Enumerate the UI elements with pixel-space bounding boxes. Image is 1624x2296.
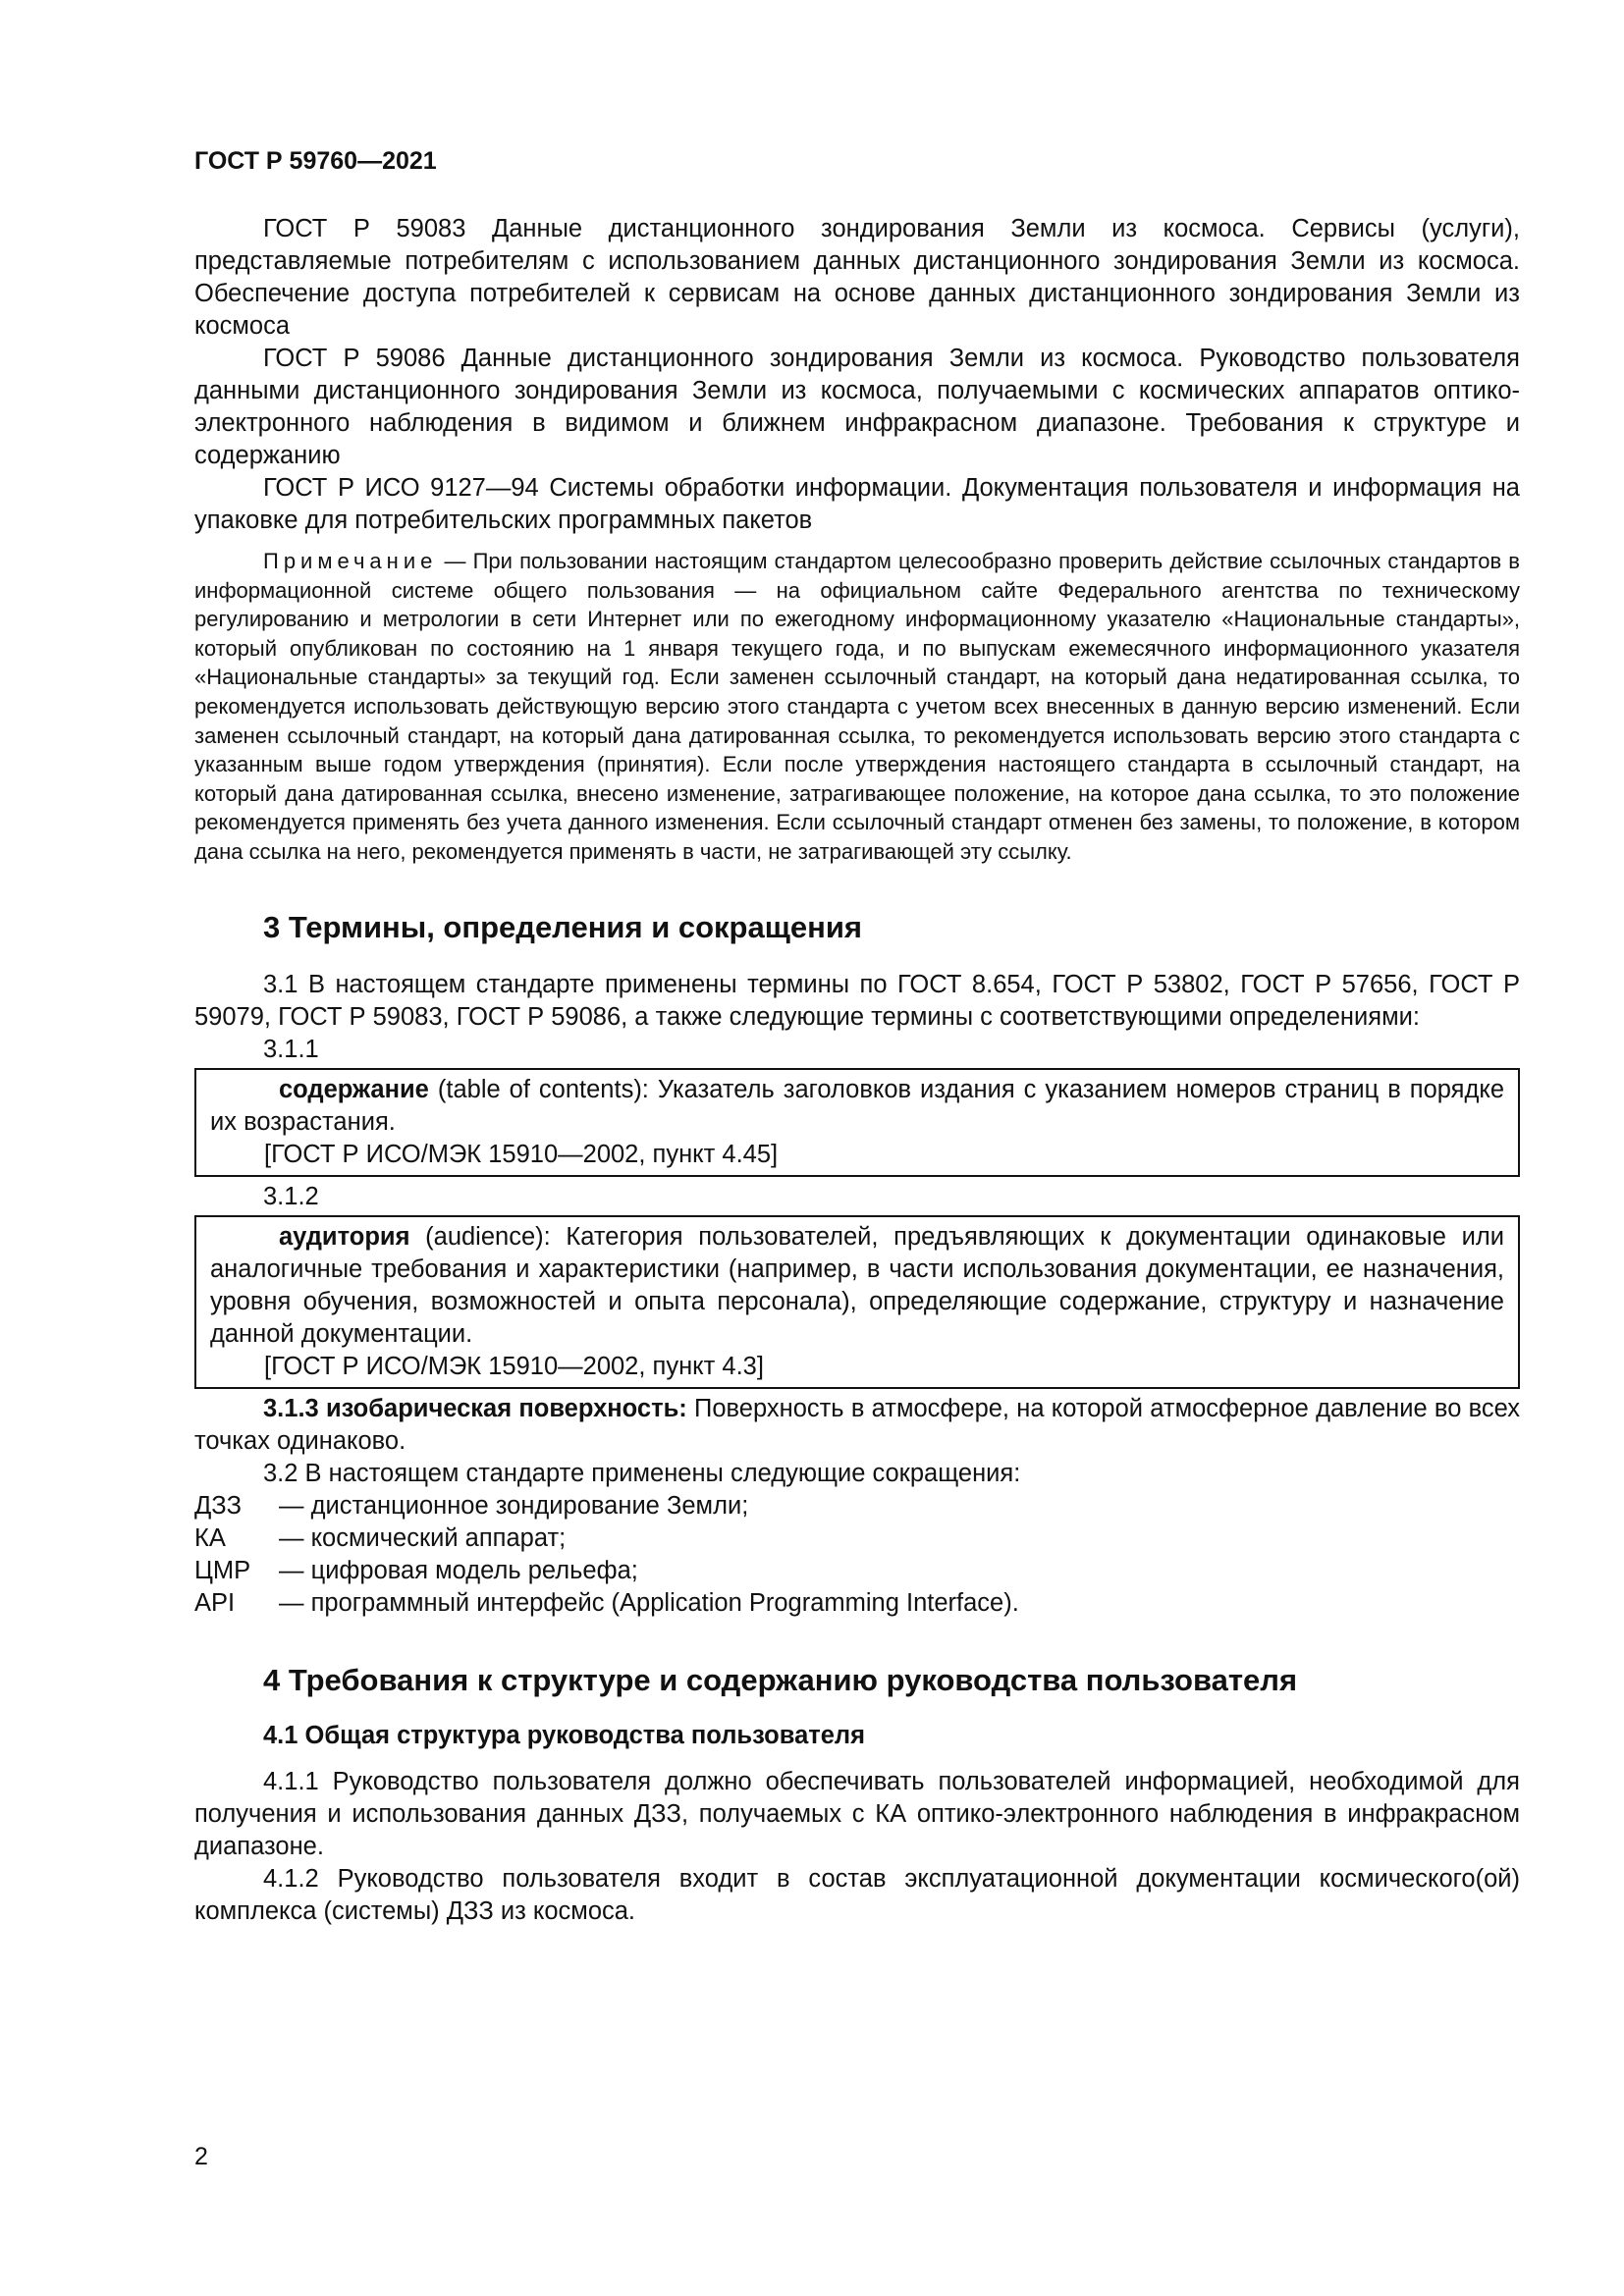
- abbreviation-meaning: — программный интерфейс (Application Programming Interface).: [279, 1588, 1019, 1617]
- term-name: 3.1.3 изобарическая поверхность:: [263, 1394, 687, 1422]
- term-number: 3.1.1: [263, 1035, 319, 1063]
- document-page: [194, 147, 1520, 1928]
- note-text: — При пользовании настоящим стандартом целесообразно проверить действие ссылочных стандартов в информационной системе общего пользования — на официальном сайте Федерального агентства по техническому регулированию и метрологии в сети Интернет или по ежегодному информационному указателю «Национальные стандарты», который опубликован по состоянию на 1 января текущего года, и по выпускам ежемесячного информационного указателя «Национальные стандарты» за текущий год. Если заменен ссылочный стандарт, на который дана недатированная ссылка, то рекомендуется использовать действующую версию этого стандарта с учетом всех внесенных в данную версию изменений. Если заменен ссылочный стандарт, на который дана датированная ссылка, то рекомендуется использовать версию этого стандарта с указанным выше годом утверждения (принятия). Если после утверждения настоящего стандарта в ссылочный стандарт, на который дана датированная ссылка, внесено изменение, затрагивающее положение, на которое дана ссылка, то это положение рекомендуется применять без учета данного изменения. Если ссылочный стандарт отменен без замены, то положение, в котором дана ссылка на него, рекомендуется применять в части, не затрагивающей эту ссылку.: [194, 549, 1520, 864]
- section-4-heading: 4 Требования к структуре и содержанию руководства пользователя: [263, 1662, 1298, 1697]
- term-source: [ГОСТ Р ИСО/МЭК 15910—2002, пункт 4.45]: [264, 1140, 779, 1168]
- term-name: аудитория: [279, 1222, 410, 1251]
- abbreviation: ЦМР: [194, 1556, 251, 1584]
- term-name: содержание: [279, 1075, 429, 1103]
- reference-item: ГОСТ Р 59086 Данные дистанционного зондирования Земли из космоса. Руководство пользователя данными дистанционного зондирования Земли из космоса, получаемыми с космических аппаратов оптико-электронного наблюдения в видимом и ближнем инфракрасном диапазоне. Требования к структуре и содержанию: [194, 345, 1520, 469]
- abbreviation-row: [194, 1555, 1520, 1587]
- document-header: ГОСТ Р 59760—2021: [194, 147, 437, 175]
- section-3-heading: 3 Термины, определения и сокращения: [263, 909, 862, 944]
- term-text: Поверхность в атмосфере, на которой атмосферное давление во всех точках одинаково.: [194, 1394, 1521, 1455]
- term-definition: [210, 1074, 1504, 1139]
- abbreviation: API: [194, 1588, 236, 1617]
- abbreviation-meaning: — дистанционное зондирование Земли;: [279, 1491, 749, 1520]
- term-definition: [210, 1221, 1504, 1351]
- abbreviation-meaning: — космический аппарат;: [279, 1523, 567, 1552]
- term-source: [ГОСТ Р ИСО/МЭК 15910—2002, пункт 4.3]: [264, 1352, 764, 1380]
- clause-4-1-1: 4.1.1 Руководство пользователя должно обеспечивать пользователей информацией, необходимой для получения и использования данных ДЗЗ, получаемых с КА оптико-электронного наблюдения в инфракрасном диапазоне.: [194, 1767, 1520, 1860]
- note-paragraph: [194, 547, 1520, 867]
- abbreviation-meaning: — цифровая модель рельефа;: [279, 1556, 638, 1584]
- note-label: Примечание: [263, 549, 438, 573]
- subsection-4-1-heading: 4.1 Общая структура руководства пользователя: [263, 1721, 865, 1749]
- term-box-3-1-1: [194, 1068, 1520, 1177]
- abbreviation-row: [194, 1490, 1520, 1522]
- term-text: (audience): Категория пользователей, предъявляющих к документации одинаковые или аналогичные требования и характеристики (например, в части использования документации, ее назначения, уровня обучения, возможностей и опыта персонала), определяющие содержание, структуру и назначение данной документации.: [210, 1222, 1504, 1348]
- term-3-1-3: [194, 1393, 1520, 1458]
- abbreviation: ДЗЗ: [194, 1491, 243, 1520]
- term-number: 3.1.2: [263, 1182, 319, 1210]
- clause-4-1-2: 4.1.2 Руководство пользователя входит в состав эксплуатационной документации космического(ой) комплекса (системы) ДЗЗ из космоса.: [194, 1864, 1520, 1925]
- term-text: (table of contents): Указатель заголовков издания с указанием номеров страниц в порядке их возрастания.: [210, 1075, 1504, 1136]
- clause-3-1: 3.1 В настоящем стандарте применены термины по ГОСТ 8.654, ГОСТ Р 53802, ГОСТ Р 57656, ГОСТ Р 59079, ГОСТ Р 59083, ГОСТ Р 59086, а также следующие термины с соответствующими определениями:: [194, 970, 1520, 1031]
- abbreviation-row: [194, 1587, 1520, 1620]
- reference-item: ГОСТ Р ИСО 9127—94 Системы обработки информации. Документация пользователя и информация на упаковке для потребительских программных пакетов: [194, 474, 1520, 534]
- abbreviation: КА: [194, 1523, 226, 1552]
- term-box-3-1-2: [194, 1215, 1520, 1389]
- reference-item: ГОСТ Р 59083 Данные дистанционного зондирования Земли из космоса. Сервисы (услуги), представляемые потребителям с использованием данных дистанционного зондирования Земли из космоса. Обеспечение доступа потребителей к сервисам на основе данных дистанционного зондирования Земли из космоса: [194, 215, 1520, 340]
- page-number: 2: [194, 2143, 208, 2170]
- clause-3-2: 3.2 В настоящем стандарте применены следующие сокращения:: [263, 1459, 1021, 1487]
- abbreviation-row: [194, 1522, 1520, 1555]
